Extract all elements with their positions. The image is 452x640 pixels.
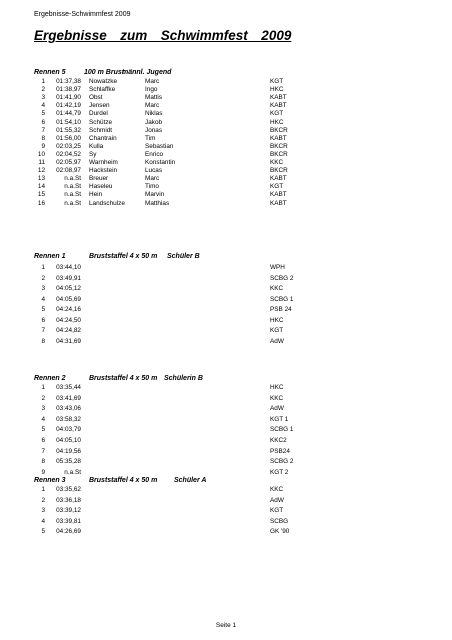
time-cell: 04:24,16 [56,306,81,313]
time-cell: 02:08,97 [56,167,81,175]
place-cell: 4 [41,415,45,423]
club-cell: KKC [270,486,284,493]
result-row [0,384,452,393]
page-title: Ergebnisse zum Schwimmfest 2009 [34,28,292,43]
place-cell: 5 [41,528,45,536]
place-cell: 1 [41,78,45,85]
place-cell: 6 [41,437,45,444]
section-discipline: Bruststaffel 4 x 50 m [89,375,158,382]
result-row [0,264,452,273]
lastname-cell: Warnheim [89,159,118,166]
result-row [0,426,452,435]
club-cell: HKC [270,118,284,126]
section-group: Schüler B [167,253,200,260]
place-cell: 2 [41,86,45,94]
firstname-cell: Mattis [145,94,163,102]
club-cell: HKC [270,316,284,324]
place-cell: 12 [37,167,45,175]
club-cell: SCBG 1 [270,426,294,434]
time-cell: 03:36,18 [56,496,81,504]
lastname-cell: Landschulze [89,199,125,207]
place-cell: 4 [41,102,45,110]
time-cell: 03:41,69 [56,394,81,402]
club-cell: SCBG 1 [270,295,294,303]
lastname-cell: Haseleu [89,183,113,191]
club-cell: KGT [270,110,284,118]
firstname-cell: Lucas [145,167,163,175]
lastname-cell: Sy [89,150,97,158]
result-row [0,448,452,457]
lastname-cell: Jensen [89,102,110,110]
lastname-cell: Hein [89,191,103,199]
club-cell: KGT 2 [270,468,289,476]
time-cell: 01:37,38 [56,78,81,85]
club-cell: AdW [270,496,284,504]
time-cell: 03:58,32 [56,415,81,423]
club-cell: KGT [270,507,284,515]
time-cell: n.a.St [64,191,81,199]
lastname-cell: Kulla [89,142,104,150]
place-cell: 8 [41,337,45,345]
time-cell: 04:26,69 [56,528,81,536]
firstname-cell: Tim [145,134,156,142]
place-cell: 9 [41,468,45,476]
lastname-cell: Obst [89,94,103,102]
time-cell: 02:05,97 [56,159,81,166]
time-cell: 05:35,28 [56,458,81,466]
firstname-cell: Niklas [145,110,163,118]
club-cell: SCBG [270,517,289,525]
time-cell: 04:05,12 [56,285,81,292]
place-cell: 9 [41,142,45,150]
document-header: Ergebnisse-Schwimmfest 2009 [34,11,131,18]
firstname-cell: Enrico [145,150,164,158]
place-cell: 15 [37,191,45,199]
section-race: Rennen 1 [34,253,66,260]
firstname-cell: Konstantin [145,159,176,166]
time-cell: n.a.St [64,183,81,191]
club-cell: KABT [270,191,287,199]
result-row [0,306,452,315]
time-cell: 03:49,91 [56,274,81,282]
club-cell: KABT [270,134,287,142]
club-cell: BKCR [270,142,288,150]
result-row [0,275,452,284]
place-cell: 14 [37,183,45,191]
place-cell: 1 [41,384,45,391]
lastname-cell: Hackstein [89,167,118,175]
club-cell: GK '90 [270,528,290,536]
time-cell: 04:24,50 [56,316,81,324]
firstname-cell: Marc [145,102,160,110]
lastname-cell: Chantrain [89,134,117,142]
time-cell: 03:39,81 [56,517,81,525]
lastname-cell: Schlaffke [89,86,116,94]
place-cell: 1 [41,264,45,271]
time-cell: 03:39,12 [56,507,81,515]
lastname-cell: Nowatzke [89,78,118,85]
section-group: Schüler A [174,477,207,484]
club-cell: KABT [270,102,287,110]
place-cell: 5 [41,426,45,434]
result-row [0,296,452,305]
firstname-cell: Timo [145,183,159,191]
place-cell: 6 [41,118,45,126]
section-discipline: Bruststaffel 4 x 50 m [89,477,158,484]
place-cell: 7 [41,126,45,134]
place-cell: 2 [41,496,45,504]
result-row [0,528,452,537]
place-cell: 8 [41,134,45,142]
time-cell: n.a.St [64,468,81,476]
time-cell: 04:05,10 [56,437,81,444]
club-cell: KKC [270,394,284,402]
place-cell: 10 [37,150,45,158]
time-cell: 03:35,62 [56,486,81,493]
place-cell: 11 [38,159,45,166]
time-cell: 04:05,69 [56,295,81,303]
club-cell: KGT [270,327,284,334]
time-cell: 04:19,56 [56,447,81,455]
place-cell: 5 [41,306,45,313]
firstname-cell: Ingo [145,86,158,94]
place-cell: 2 [41,394,45,402]
club-cell: KGT 1 [270,415,289,423]
time-cell: 03:35,44 [56,384,81,391]
time-cell: 04:24,82 [56,327,81,334]
result-row [0,497,452,506]
result-row [0,395,452,404]
place-cell: 5 [41,110,45,118]
club-cell: KGT [270,78,284,85]
result-row [0,416,452,425]
club-cell: HKC [270,384,284,391]
club-cell: SCBG 2 [270,458,294,466]
place-cell: 3 [41,507,45,515]
club-cell: KABT [270,94,287,102]
place-cell: 1 [41,486,45,493]
place-cell: 3 [41,285,45,292]
result-row [0,317,452,326]
place-cell: 2 [41,274,45,282]
section-race: Rennen 5 [34,69,66,76]
result-row [0,338,452,347]
firstname-cell: Matthias [145,199,170,207]
time-cell: n.a.St [64,175,81,183]
club-cell: PSB 24 [270,306,292,313]
page-number: Seite 1 [215,622,237,629]
time-cell: 03:43,06 [56,405,81,413]
result-row [0,518,452,527]
club-cell: KABT [270,199,287,207]
result-row [0,486,452,495]
lastname-cell: Schütze [89,118,113,126]
lastname-cell: Breuer [89,175,109,183]
place-cell: 3 [41,405,45,413]
result-row [0,200,452,209]
club-cell: KGT [270,183,284,191]
place-cell: 13 [37,175,45,183]
firstname-cell: Marvin [145,191,165,199]
club-cell: KKC [270,285,284,292]
section-race: Rennen 2 [34,375,66,382]
result-row [0,437,452,446]
section-discipline: 100 m Brust [84,69,125,76]
club-cell: AdW [270,337,284,345]
result-row [0,285,452,294]
place-cell: 6 [41,316,45,324]
place-cell: 3 [41,94,45,102]
lastname-cell: Durdel [89,110,108,118]
place-cell: 7 [41,327,45,334]
section-group: männl. Jugend [122,69,172,76]
time-cell: 04:31,69 [56,337,81,345]
club-cell: WPH [270,264,285,271]
place-cell: 4 [41,295,45,303]
result-row [0,507,452,516]
time-cell: 01:55,32 [56,126,81,134]
time-cell: 01:44,79 [56,110,81,118]
firstname-cell: Marc [145,78,160,85]
section-group: Schülerin B [164,375,203,382]
time-cell: 01:42,19 [56,102,81,110]
place-cell: 4 [41,517,45,525]
club-cell: PSB24 [270,447,290,455]
result-row [0,405,452,414]
club-cell: BKCR [270,167,288,175]
section-race: Rennen 3 [34,477,66,484]
time-cell: n.a.St [64,199,81,207]
firstname-cell: Jakob [145,118,163,126]
place-cell: 8 [41,458,45,466]
club-cell: SCBG 2 [270,274,294,282]
lastname-cell: Schmidt [89,126,113,134]
time-cell: 04:03,79 [56,426,81,434]
result-row [0,327,452,336]
time-cell: 02:03,25 [56,142,81,150]
club-cell: KKC2 [270,437,287,444]
place-cell: 7 [41,447,45,455]
club-cell: KABT [270,175,287,183]
club-cell: BKCR [270,126,288,134]
time-cell: 01:41,90 [56,94,81,102]
club-cell: KKC [270,159,284,166]
place-cell: 16 [37,199,45,207]
time-cell: 01:38,97 [56,86,81,94]
result-row [0,469,452,478]
firstname-cell: Jonas [145,126,163,134]
time-cell: 01:56,00 [56,134,81,142]
firstname-cell: Sebastian [145,142,174,150]
time-cell: 02:04,52 [56,150,81,158]
time-cell: 01:54,10 [56,118,81,126]
firstname-cell: Marc [145,175,160,183]
section-discipline: Bruststaffel 4 x 50 m [89,253,158,260]
club-cell: HKC [270,86,284,94]
club-cell: BKCR [270,150,288,158]
time-cell: 03:44,10 [56,264,81,271]
result-row [0,458,452,467]
club-cell: AdW [270,405,284,413]
